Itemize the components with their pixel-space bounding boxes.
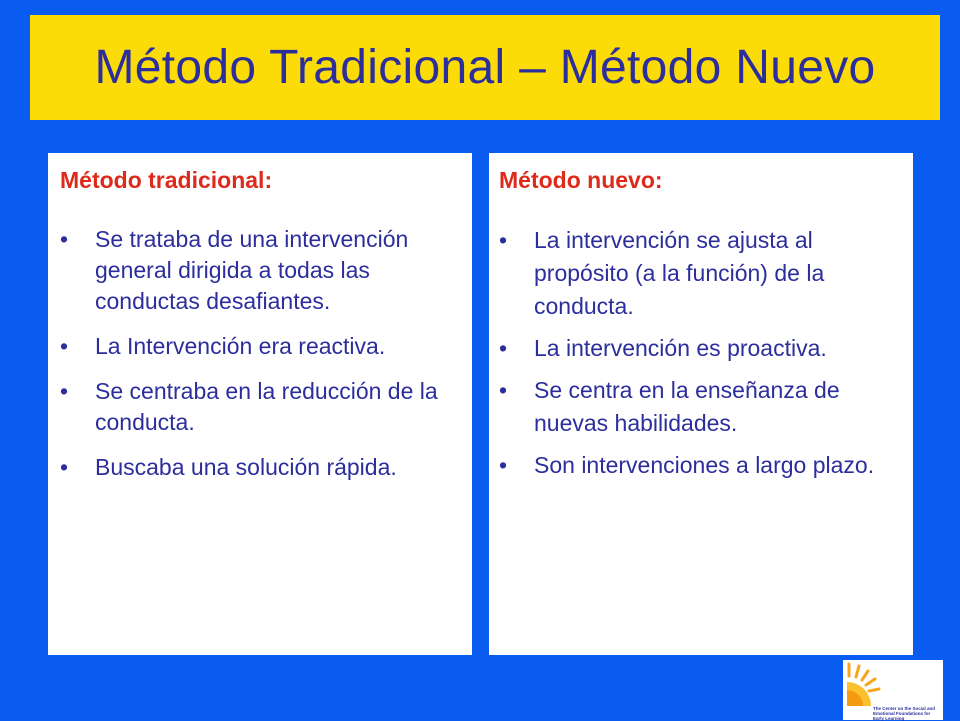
list-item	[499, 332, 903, 365]
new-method-list	[499, 224, 903, 482]
bullet-icon: •	[60, 226, 69, 252]
bullet-icon: •	[499, 227, 508, 253]
bullet-icon: •	[499, 452, 508, 478]
list-item-text: Se centraba en la reducción de la conducta.	[95, 378, 438, 435]
slide-title: Método Tradicional – Método Nuevo	[94, 41, 876, 94]
list-item	[60, 452, 460, 483]
bullet-icon: •	[60, 333, 69, 359]
list-item-text: La Intervención era reactiva.	[95, 333, 386, 359]
list-item-text: Son intervenciones a largo plazo.	[534, 452, 875, 478]
title-bar	[30, 15, 940, 120]
list-item	[499, 224, 903, 323]
new-method-heading: Método nuevo:	[499, 167, 663, 193]
bullet-icon: •	[60, 378, 69, 404]
list-item-text: La intervención se ajusta al propósito (a la función) de la conducta.	[534, 227, 825, 319]
list-item	[60, 224, 460, 317]
traditional-method-heading: Método tradicional:	[60, 167, 273, 193]
csefel-logo	[843, 660, 943, 720]
bullet-icon: •	[60, 454, 69, 480]
traditional-method-panel	[48, 153, 472, 655]
list-item-text: Se centra en la enseñanza de nuevas habilidades.	[534, 377, 840, 436]
bullet-icon: •	[499, 335, 508, 361]
list-item-text: La intervención es proactiva.	[534, 335, 827, 361]
traditional-method-list	[60, 224, 460, 483]
list-item	[60, 331, 460, 362]
list-item	[499, 449, 903, 482]
list-item-text: Buscaba una solución rápida.	[95, 454, 397, 480]
bullet-icon: •	[499, 377, 508, 403]
list-item-text: Se trataba de una intervención general dirigida a todas las conductas desafiantes.	[95, 226, 409, 314]
new-method-panel	[489, 153, 913, 655]
list-item	[60, 376, 460, 438]
list-item	[499, 374, 903, 440]
logo-text: The Center on the Social and Emotional Foundations for Early Learning	[873, 706, 936, 721]
